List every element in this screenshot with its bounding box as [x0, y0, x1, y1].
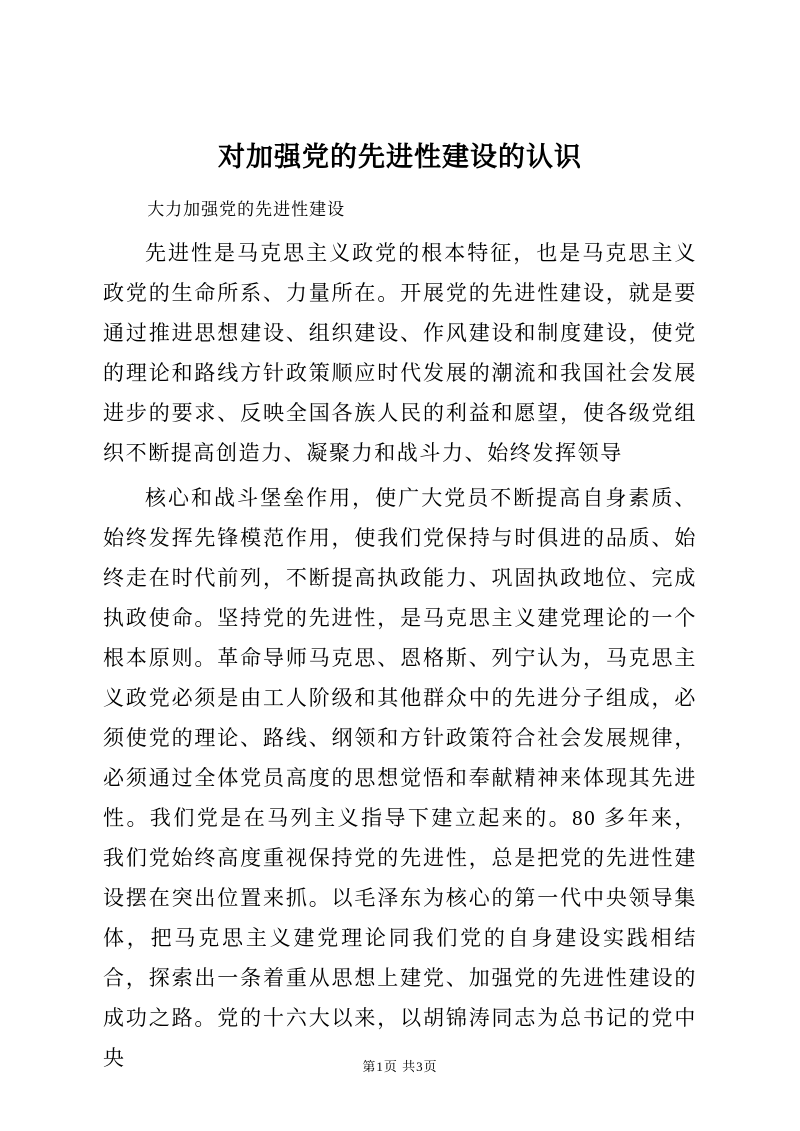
page-number-indicator: 第1页 共3页 [362, 1059, 438, 1074]
document-title: 对加强党的先进性建设的认识 [218, 142, 582, 172]
body-paragraph-1: 先进性是马克思主义政党的根本特征，也是马克思主义政党的生命所系、力量所在。开展党的先进性建设，就是要通过推进思想建设、组织建设、作风建设和制度建设，使党的理论和路线方针政策顺应时代发展的潮流和我国社会发展进步的要求、反映全国各族人民的利益和愿望，使各级党组织不断提高创造力、凝聚力和战斗力、始终发挥领导 [103, 241, 697, 466]
page-footer [0, 1056, 800, 1075]
document-subtitle: 大力加强党的先进性建设 [147, 200, 346, 220]
body-paragraph-2: 核心和战斗堡垒作用，使广大党员不断提高自身素质、始终发挥先锋模范作用，使我们党保持与时俱进的品质、始终走在时代前列，不断提高执政能力、巩固执政地位、完成执政使命。坚持党的先进性，是马克思主义建党理论的一个根本原则。革命导师马克思、恩格斯、列宁认为，马克思主义政党必须是由工人阶级和其他群众中的先进分子组成，必须使党的理论、路线、纲领和方针政策符合社会发展规律，必须通过全体党员高度的思想觉悟和奉献精神来体现其先进性。我们党是在马列主义指导下建立起来的。80 多年来，我们党始终高度重视保持党的先进性，总是把党的先进性建设摆在突出位置来抓。以毛泽东为核心的第一代中央领导集体，把马克思主义建党理论同我们党的自身建设实践相结合，探索出一条着重从思想上建党、加强党的先进性建设的成功之路。党的十六大以来，以胡锦涛同志为总书记的党中央 [103, 486, 697, 1071]
